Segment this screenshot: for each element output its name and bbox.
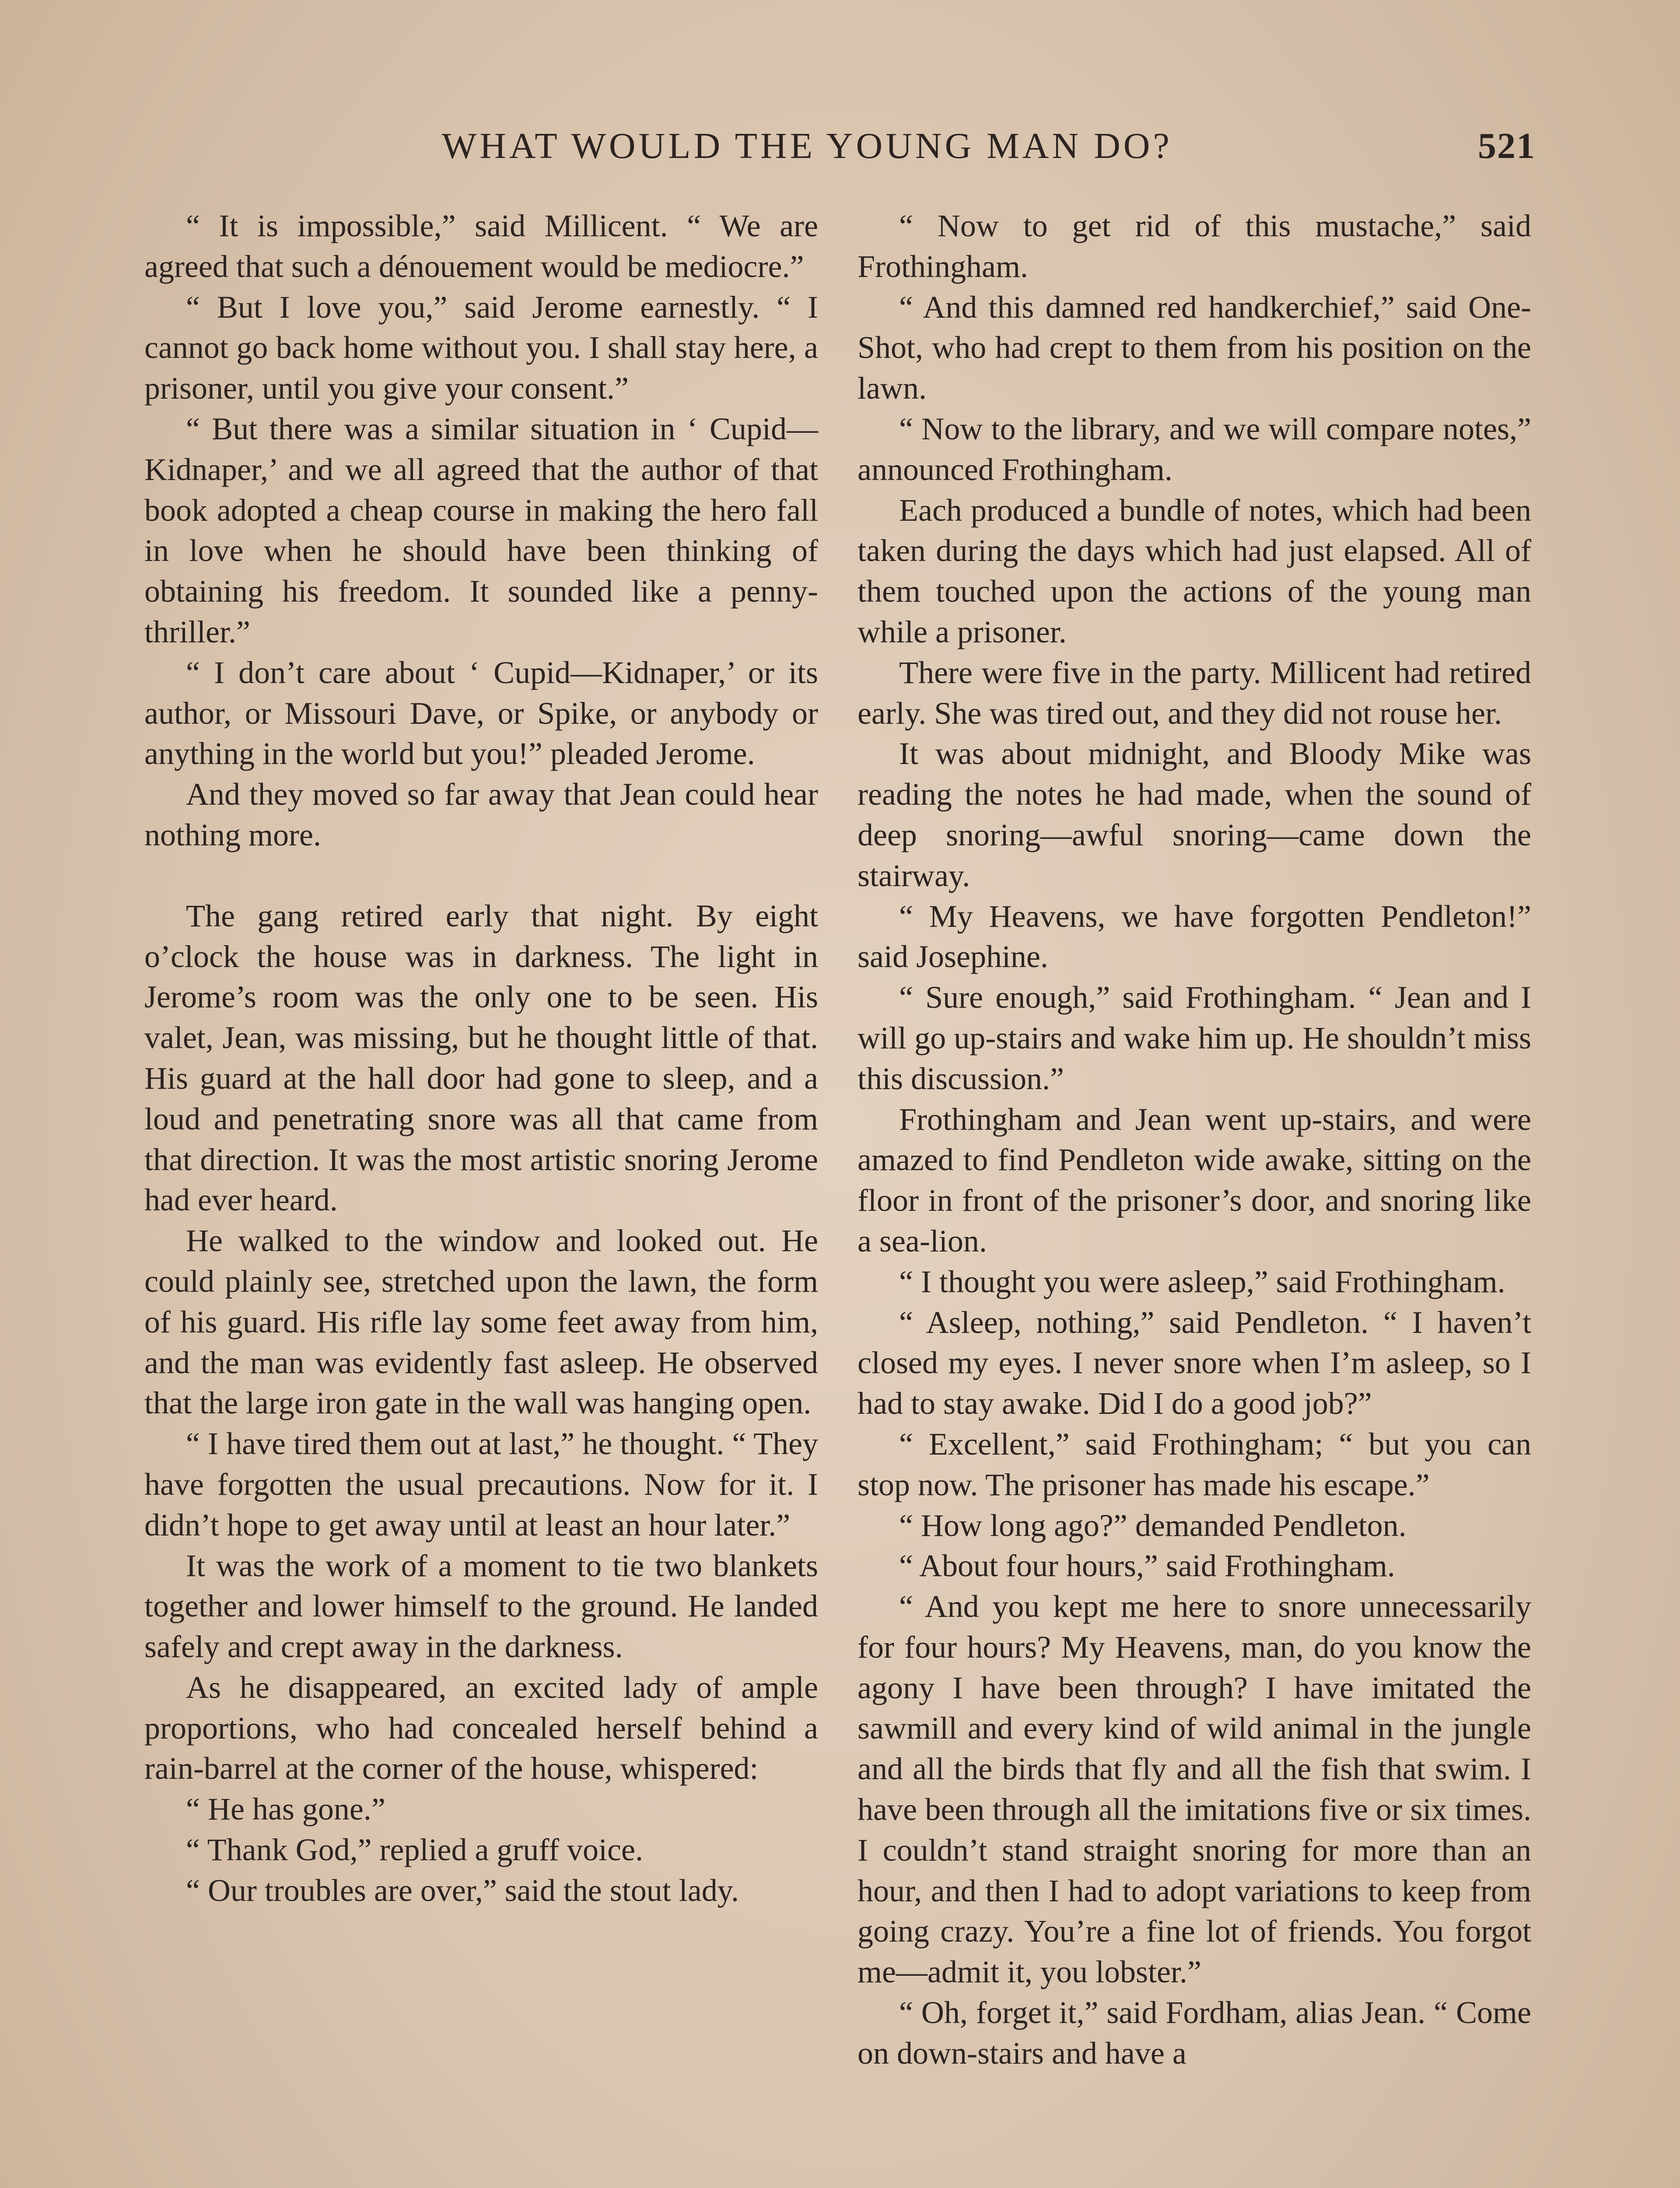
paragraph: “ I thought you were asleep,” said Frothingham. [899, 1264, 1505, 1299]
paragraph: He walked to the window and looked out. He could plainly see, stretched upon the lawn, the form of his guard. His rifle lay some feet away from him, and the man was evidently fast asleep. He observed that the large iron gate in the wall was hanging open. [144, 1223, 818, 1421]
paragraph: “ And this damned red handkerchief,” said One-Shot, who had crept to them from his position on the lawn. [858, 289, 1531, 406]
paragraph: It was the work of a moment to tie two blankets together and lower himself to the ground. He landed safely and crept away in the darkness. [144, 1548, 818, 1665]
paragraph: “ Now to get rid of this mustache,” said Frothingham. [858, 208, 1531, 284]
paragraph: The gang retired early that night. By eight o’clock the house was in darkness. The light in Jerome’s room was the only one to be seen. His valet, Jean, was missing, but he thought little of that. His guard at the hall door had gone to sleep, and a loud and penetrating snore was all that came from that direction. It was the most artistic snoring Jerome had ever heard. [144, 898, 818, 1218]
paragraph: “ I don’t care about ‘ Cupid—Kidnaper,’ or its author, or Missouri Dave, or Spike, or anybody or anything in the world but you!” pleaded Jerome. [144, 655, 818, 771]
paragraph: “ And you kept me here to snore unnecessarily for four hours? My Heavens, man, do you know the agony I have been through? I have imitated the sawmill and every kind of wild animal in the jungle and all the birds that fly and all the fish that swim. I have been through all the imitations five or six times. I couldn’t stand straight snoring for more than an hour, and then I had to adopt variations to keep from going crazy. You’re a fine lot of friends. You forgot me—admit it, you lobster.” [858, 1589, 1531, 1990]
paragraph: “ How long ago?” demanded Pendleton. [899, 1508, 1407, 1543]
paragraph: “ But I love you,” said Jerome earnestly. “ I cannot go back home without you. I shall stay here, a prisoner, until you give your consent.” [144, 289, 818, 406]
paragraph: “ Now to the library, and we will compare notes,” announced Frothingham. [858, 411, 1531, 487]
paragraph: “ About four hours,” said Frothingham. [899, 1548, 1395, 1584]
paragraph: It was about midnight, and Bloody Mike was reading the notes he had made, when the sound of deep snoring—awful snoring—came down the stairway. [858, 736, 1531, 893]
section-break [144, 856, 818, 896]
paragraph: “ Asleep, nothing,” said Pendleton. “ I haven’t closed my eyes. I never snore when I’m asleep, so I had to stay awake. Did I do a good job?” [858, 1304, 1531, 1421]
right-column [858, 206, 1531, 2074]
paragraph: “ But there was a similar situation in ‘ Cupid—Kidnaper,’ and we all agreed that the author of that book adopted a cheap course in making the hero fall in love when he should have been thinking of obtaining his freedom. It sounded like a penny-thriller.” [144, 411, 818, 649]
paragraph: And they moved so far away that Jean could hear nothing more. [144, 777, 818, 852]
paragraph: “ Our troubles are over,” said the stout lady. [186, 1872, 739, 1908]
paragraph: “ It is impossible,” said Millicent. “ We are agreed that such a dénouement would be mediocre.” [144, 208, 818, 284]
running-title: WHAT WOULD THE YOUNG MAN DO? [442, 126, 1172, 166]
paragraph: “ My Heavens, we have forgotten Pendleton!” said Josephine. [858, 898, 1531, 975]
paragraph: Each produced a bundle of notes, which had been taken during the days which had just elapsed. All of them touched upon the actions of the young man while a prisoner. [858, 492, 1531, 649]
paragraph: “ Oh, forget it,” said Fordham, alias Jean. “ Come on down-stairs and have a [858, 1995, 1531, 2071]
paragraph: There were five in the party. Millicent had retired early. She was tired out, and they did not rouse her. [858, 655, 1531, 731]
running-header [442, 125, 1536, 190]
paragraph: Frothingham and Jean went up-stairs, and were amazed to find Pendleton wide awake, sitting on the floor in front of the prisoner’s door, and snoring like a sea-lion. [858, 1101, 1531, 1259]
paragraph: “ Excellent,” said Frothingham; “ but you can stop now. The prisoner has made his escape.” [858, 1426, 1531, 1502]
left-column [144, 206, 818, 1911]
paragraph: As he disappeared, an excited lady of ample proportions, who had concealed herself behind a rain-barrel at the corner of the house, whispered: [144, 1669, 818, 1786]
paragraph: “ Sure enough,” said Frothingham. “ Jean and I will go up-stairs and wake him up. He shouldn’t miss this discussion.” [858, 980, 1531, 1096]
paragraph: “ He has gone.” [186, 1792, 385, 1827]
page-number: 521 [1478, 126, 1536, 166]
paragraph: “ I have tired them out at last,” he thought. “ They have forgotten the usual precautions. Now for it. I didn’t hope to get away until at least an hour later.” [144, 1426, 818, 1543]
paragraph: “ Thank God,” replied a gruff voice. [186, 1832, 643, 1868]
